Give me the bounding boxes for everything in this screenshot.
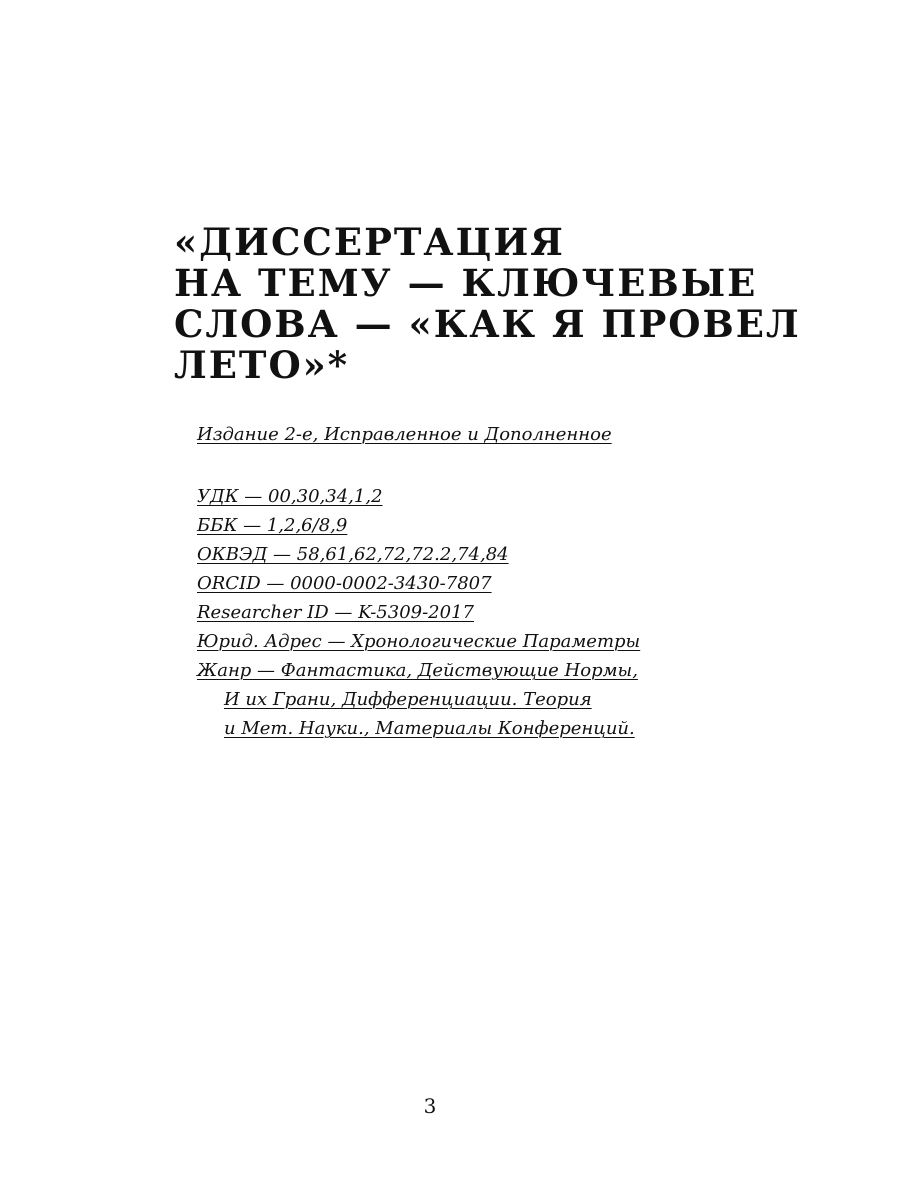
bbk-text: ББК — 1,2,6/8,9 xyxy=(197,515,348,536)
legal-address-text: Юрид. Адрес — Хронологические Параметры xyxy=(197,631,641,652)
udc-line xyxy=(197,482,737,511)
legal-address-line xyxy=(197,627,737,656)
edition-text: Издание 2-е, Исправленное и Дополненное xyxy=(197,424,612,445)
page-title xyxy=(174,220,801,387)
orcid-line xyxy=(197,569,737,598)
researcher-id-line xyxy=(197,598,737,627)
title-line: «ДИССЕРТАЦИЯ xyxy=(174,220,565,264)
genre-continuation-text: и Мет. Науки., Материалы Конференций. xyxy=(224,718,635,739)
publication-details xyxy=(197,420,737,743)
genre-continuation-line xyxy=(197,714,737,743)
bbk-line xyxy=(197,511,737,540)
genre-continuation-text: И их Грани, Дифференциации. Теория xyxy=(224,689,592,710)
researcher-id-text: Researcher ID — K-5309-2017 xyxy=(197,602,474,623)
genre-continuation-line xyxy=(197,685,737,714)
title-line: НА ТЕМУ — КЛЮЧЕВЫЕ xyxy=(174,261,758,305)
okved-text: ОКВЭД — 58,61,62,72,72.2,74,84 xyxy=(197,544,509,565)
title-line: ЛЕТО»* xyxy=(174,343,350,387)
udc-text: УДК — 00,30,34,1,2 xyxy=(197,486,383,507)
page-number: 3 xyxy=(423,1094,437,1118)
genre-line xyxy=(197,656,737,685)
genre-text: Жанр — Фантастика, Действующие Нормы, xyxy=(197,660,638,681)
edition-line xyxy=(197,420,737,449)
title-line: СЛОВА — «КАК Я ПРОВЕЛ xyxy=(174,302,801,346)
okved-line xyxy=(197,540,737,569)
orcid-text: ORCID — 0000-0002-3430-7807 xyxy=(197,573,492,594)
